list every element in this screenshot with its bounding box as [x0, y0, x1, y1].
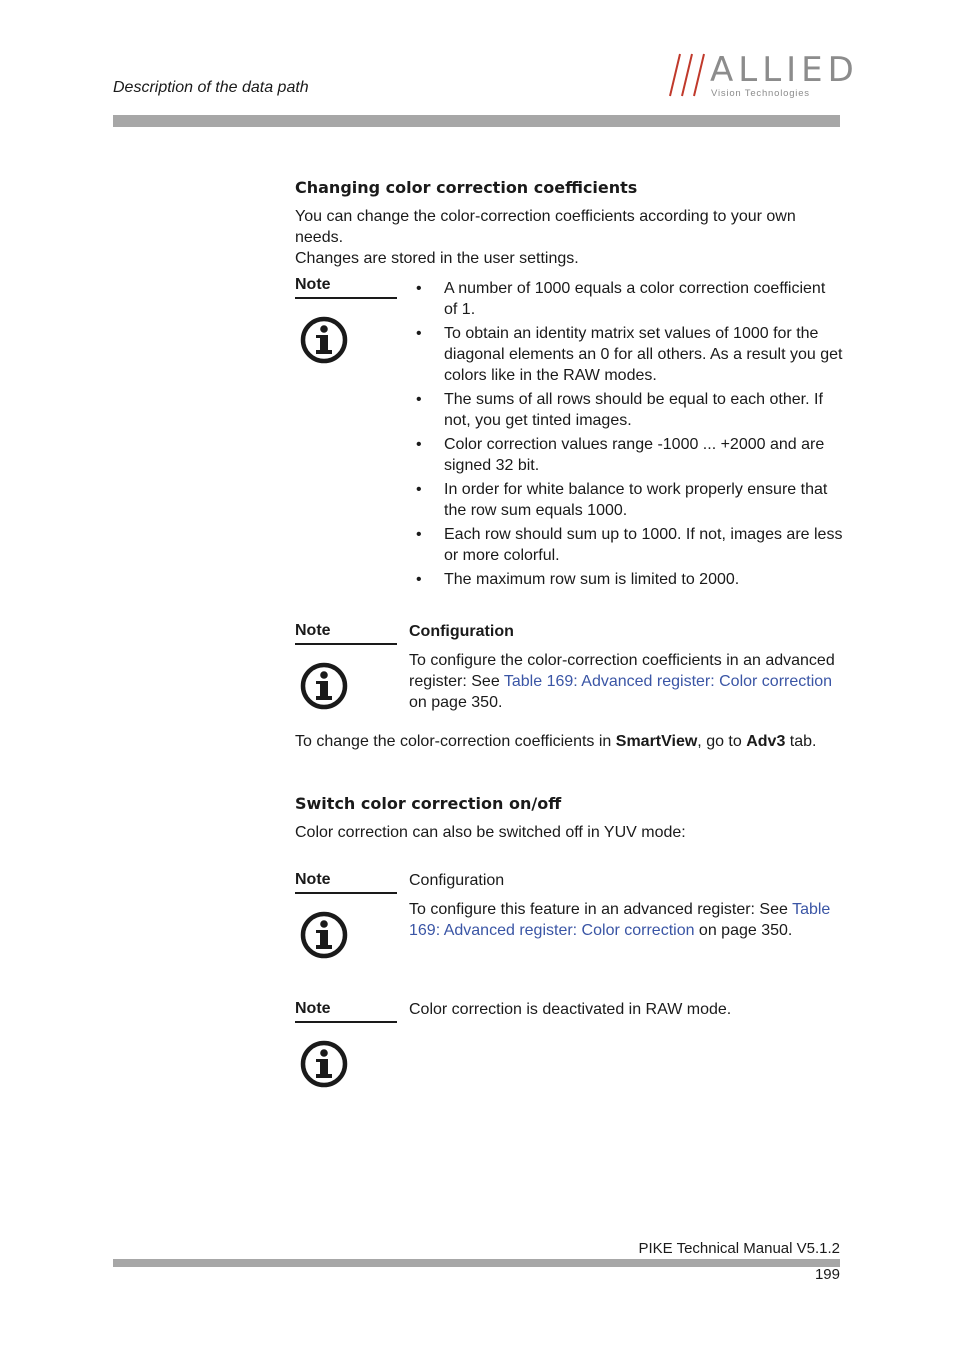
note1-body [409, 278, 843, 593]
list-item: • The maximum row sum is limited to 2000. [409, 569, 843, 590]
list-item: • Color correction values range -1000 ... +2000 and are signed 32 bit. [409, 434, 843, 476]
note-label: Note [295, 871, 397, 894]
info-icon [300, 1040, 348, 1088]
note3-text: To configure this feature in an advanced register: See Table 169: Advanced register: Color correction on page 350. [409, 901, 831, 939]
note3-title: Configuration [409, 872, 505, 889]
section1-intro [295, 206, 843, 269]
note-label: Note [295, 1000, 397, 1023]
info-icon [300, 316, 348, 364]
allied-logo [668, 50, 859, 102]
app-name: SmartView [615, 733, 698, 750]
list-item: • In order for white balance to work properly ensure that the row sum equals 1000. [409, 479, 843, 521]
tab-name: Adv3 [746, 733, 786, 750]
section-heading-color-coefficients: Changing color correction coefficients [295, 178, 638, 197]
page-number: 199 [814, 1266, 840, 1283]
logo-slashes-icon [668, 52, 710, 98]
cross-reference-link[interactable]: Table 169: Advanced register: Color correction [503, 673, 833, 690]
footer-manual-title: PIKE Technical Manual V5.1.2 [638, 1240, 840, 1257]
list-item: • A number of 1000 equals a color correction coefficient of 1. [409, 278, 843, 320]
note1-bullet-list [409, 278, 843, 590]
logo-word: ALLIED [710, 50, 859, 90]
header-rule [113, 115, 840, 127]
section1-intro-line1: You can change the color-correction coefficients according to your own needs. [295, 208, 796, 246]
list-item: • To obtain an identity matrix set values of 1000 for the diagonal elements an 0 for all others. As a result you get colors like in the RAW modes. [409, 323, 843, 386]
smartview-instruction: To change the color-correction coefficients in SmartView, go to Adv3 tab. [295, 733, 817, 750]
cross-reference-link[interactable]: Table 169: Advanced register: Color correction [409, 901, 831, 939]
note4-text: Color correction is deactivated in RAW mode. [409, 1001, 732, 1018]
section2-intro: Color correction can also be switched off in YUV mode: [295, 824, 686, 841]
info-icon [300, 662, 348, 710]
info-icon [300, 911, 348, 959]
list-item: • Each row should sum up to 1000. If not, images are less or more colorful. [409, 524, 843, 566]
note-label: Note [295, 276, 397, 299]
footer-rule [113, 1259, 840, 1267]
section1-intro-line2: Changes are stored in the user settings. [295, 250, 579, 267]
note-label: Note [295, 622, 397, 645]
section-heading-switch-color-correction: Switch color correction on/off [295, 794, 562, 813]
logo-subtitle: Vision Technologies [711, 88, 810, 99]
list-item: • The sums of all rows should be equal to each other. If not, you get tinted images. [409, 389, 843, 431]
note2-text: To configure the color-correction coefficients in an advanced register: See Table 169: Advanced register: Color correction on page 350. [409, 652, 835, 711]
running-header-title: Description of the data path [113, 79, 309, 96]
note2-title: Configuration [409, 623, 514, 640]
